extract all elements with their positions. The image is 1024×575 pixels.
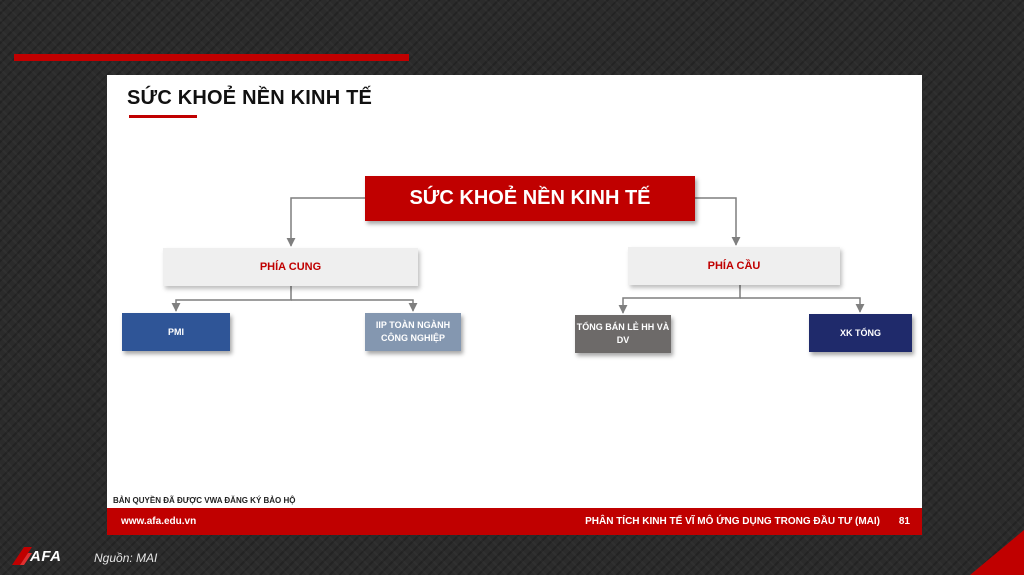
iip-node: IIP TOÀN NGÀNH CÔNG NGHIỆP xyxy=(365,313,461,351)
connector-supply-to-iip xyxy=(291,300,413,311)
slide-title: SỨC KHOẺ NỀN KINH TẾ xyxy=(127,87,373,109)
root-node: SỨC KHOẺ NỀN KINH TẾ xyxy=(365,176,695,221)
afa-logo xyxy=(10,545,72,567)
copyright-notice: BẢN QUYỀN ĐÃ ĐƯỢC VWA ĐĂNG KÝ BẢO HỘ xyxy=(113,496,296,505)
total-export-node: XK TỔNG xyxy=(809,314,912,352)
connector-demand-to-export xyxy=(740,298,860,312)
logo-text: AFA xyxy=(30,548,62,565)
footer-url: www.afa.edu.vn xyxy=(121,516,197,527)
demand-node: PHÍA CẦU xyxy=(628,247,840,285)
top-accent-bar xyxy=(14,54,409,61)
retail-sales-node: TỔNG BÁN LẺ HH VÀ DV xyxy=(575,315,671,353)
slide xyxy=(107,75,922,535)
connector-root-to-supply xyxy=(291,198,365,246)
source-note: Nguồn: MAI xyxy=(94,551,158,565)
connector-demand-to-retail xyxy=(623,285,740,313)
slide-footer xyxy=(107,508,922,535)
footer-course-title: PHÂN TÍCH KINH TẾ VĨ MÔ ỨNG DỤNG TRONG ĐẦU TƯ (MAI) xyxy=(585,516,880,527)
footer-page-number: 81 xyxy=(898,516,910,527)
corner-accent xyxy=(970,530,1024,575)
supply-node: PHÍA CUNG xyxy=(163,248,418,286)
pmi-node: PMI xyxy=(122,313,230,351)
connector-root-to-demand xyxy=(695,198,736,245)
diagram-connectors xyxy=(107,75,922,535)
connector-supply-to-pmi xyxy=(176,286,291,311)
